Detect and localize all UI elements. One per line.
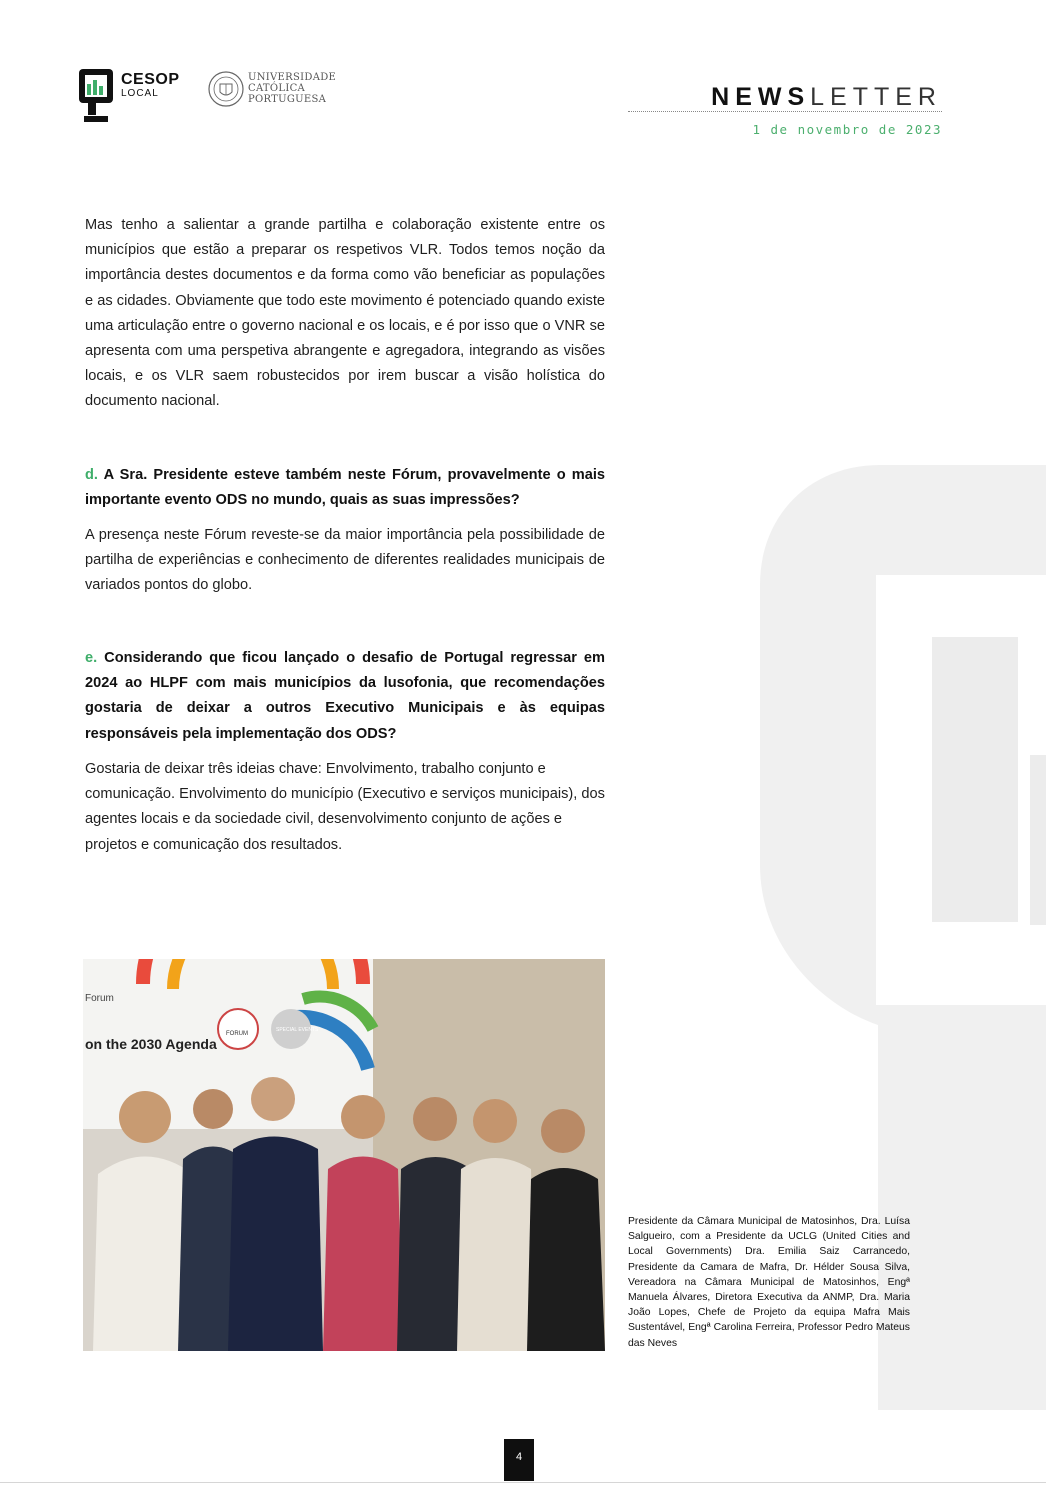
cesop-wordmark bbox=[121, 72, 180, 100]
event-photo bbox=[83, 959, 605, 1351]
cesop-subtitle: LOCAL bbox=[121, 88, 159, 99]
question-d bbox=[85, 463, 605, 513]
answer-d: A presença neste Fórum reveste-se da maior importância pela possibilidade de partilha de experiências e conhecimento de diferentes realidades municipais de variados pontos do globo. bbox=[85, 527, 605, 594]
university-line-1: UNIVERSIDADE bbox=[248, 72, 337, 83]
header-divider bbox=[628, 111, 942, 112]
paragraph-vlr: Mas tenho a salientar a grande partilha e colaboração existente entre os municípios que estão a preparar os respetivos VLR. Todos temos noção da importância destes documentos e da forma como vão beneficiar as populações e as cidades. Obviamente que todo este movimento é potenciado quando existe uma articulação entre o governo nacional e os locais, e é por isso que o VNR se apresenta com uma perspetiva abrangente e agregadora, integrando as visões locais, e os VLR saem robustecidos por irem buscar a visão holística do documento nacional. bbox=[85, 217, 605, 410]
badge-forum: FORUM bbox=[226, 1031, 248, 1037]
question-e-text: Considerando que ficou lançado o desafio de Portugal regressar em 2024 ao HLPF com mais municípios da lusofonia, que recomendações gostaria de deixar a outros Executivo Municipais e às equipas responsáveis pela implementação dos ODS? bbox=[85, 650, 605, 742]
cesop-logo-icon bbox=[78, 68, 114, 124]
question-e-letter: e. bbox=[85, 650, 98, 666]
university-line-3: PORTUGUESA bbox=[248, 94, 327, 105]
page-number: 4 bbox=[504, 1439, 534, 1481]
banner-forum-label: Forum bbox=[85, 993, 114, 1004]
photo-caption: Presidente da Câmara Municipal de Matosinhos, Dra. Luísa Salgueiro, com a Presidente da UCLG (United Cities and Local Governments) Dra. Emilia Saiz Carrancedo, Presidente da Camara de Mafra, Dr. Hélder Sousa Silva, Vereadora na Câmara Municipal de Matosinhos, Engª Manuela Álvares, Diretora Executiva da ANMP, Dra. Maria João Lopes, Chefe de Projeto da equipa Mafra Mais Sustentável, Engª Carolina Ferreira, Professor Pedro Mateus das Neves bbox=[628, 1216, 910, 1349]
university-seal-icon bbox=[207, 70, 245, 108]
answer-e: Gostaria de deixar três ideias chave: Envolvimento, trabalho conjunto e comunicação. Envolvimento do município (Executivo e serviços municipais), dos agentes locais e da sociedade civil, desenvolvimento conjunto de ações e projetos e comunicação dos resultados. bbox=[85, 761, 605, 853]
question-e bbox=[85, 646, 605, 747]
banner-agenda-label: on the 2030 Agenda bbox=[85, 1036, 217, 1052]
issue-date: 1 de novembro de 2023 bbox=[752, 122, 942, 137]
footer-line bbox=[0, 1482, 1046, 1483]
university-line-2: CATÓLICA bbox=[248, 83, 306, 94]
question-d-letter: d. bbox=[85, 467, 98, 483]
university-name bbox=[248, 72, 336, 105]
newsletter-title-light: LETTER bbox=[810, 83, 942, 111]
newsletter-title-bold: NEWS bbox=[711, 83, 811, 111]
question-d-text: A Sra. Presidente esteve também neste Fórum, provavelmente o mais importante evento ODS no mundo, quais as suas impressões? bbox=[85, 467, 605, 509]
newsletter-title bbox=[711, 83, 942, 112]
badge-special-events: SPECIAL EVENTS bbox=[276, 1027, 319, 1033]
cesop-title: CESOP bbox=[121, 71, 180, 88]
